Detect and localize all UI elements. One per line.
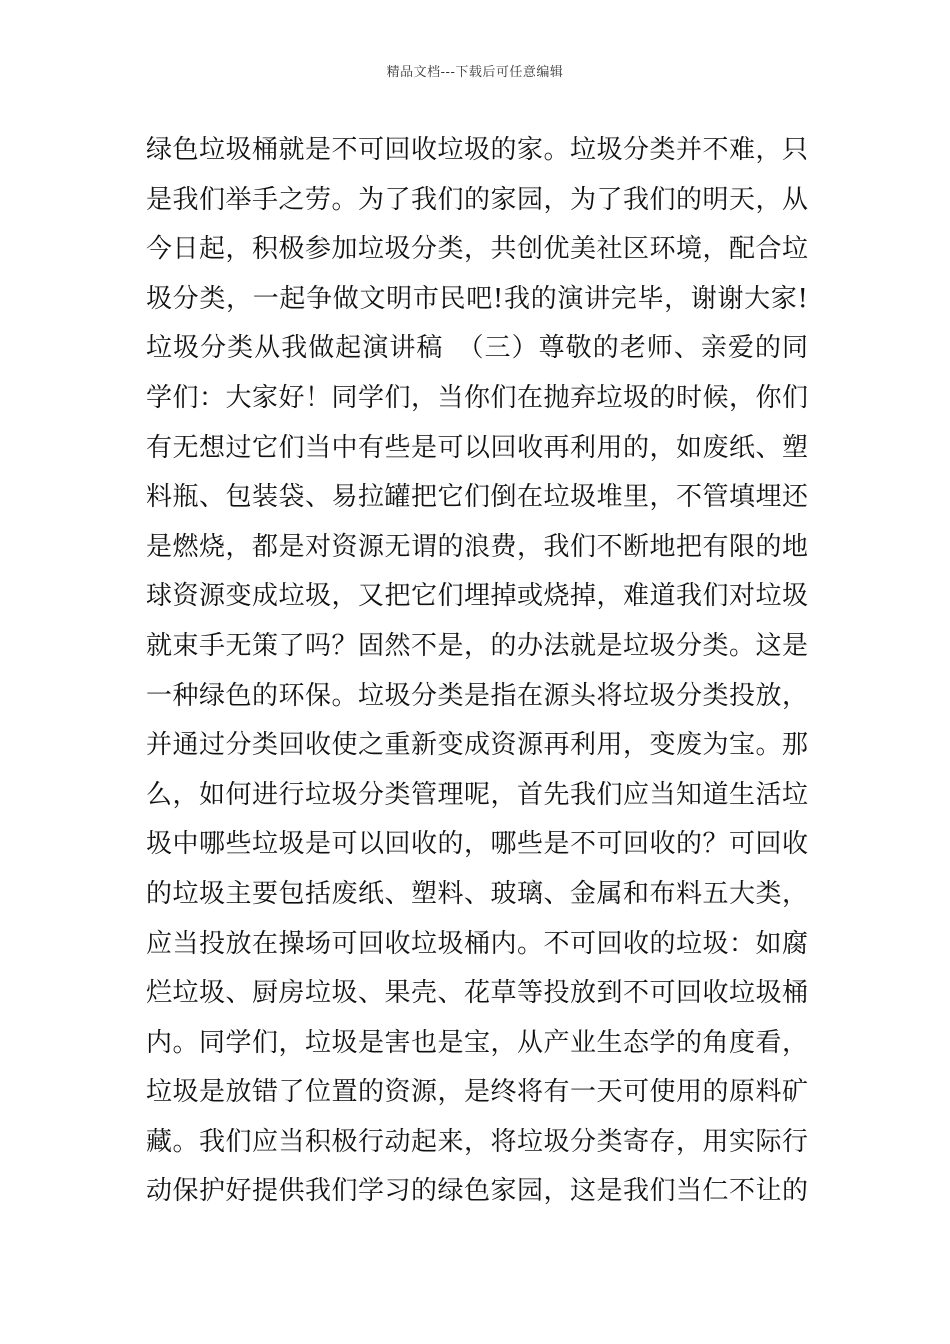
text-line: 绿色垃圾桶就是不可回收垃圾的家。垃圾分类并不难，只 xyxy=(146,135,808,165)
text-line: 并通过分类回收使之重新变成资源再利用，变废为宝。那 xyxy=(146,730,808,761)
text-line: 料瓶、包装袋、易拉罐把它们倒在垃圾堆里，不管填埋还 xyxy=(146,482,808,513)
text-line: 圾中哪些垃圾是可以回收的，哪些是不可回收的？可回收 xyxy=(146,829,808,860)
text-line: 是燃烧，都是对资源无谓的浪费，我们不断地把有限的地 xyxy=(146,531,808,562)
speech-body-text xyxy=(146,126,808,1217)
text-line: 应当投放在操场可回收垃圾桶内。不可回收的垃圾：如腐 xyxy=(146,928,808,959)
text-line: 今日起，积极参加垃圾分类，共创优美社区环境，配合垃 xyxy=(146,234,808,265)
text-line: 垃圾分类从我做起演讲稿 （三）尊敬的老师、亲爱的同 xyxy=(146,333,808,364)
text-line: 是我们举手之劳。为了我们的家园，为了我们的明天，从 xyxy=(146,184,808,215)
text-line: 的垃圾主要包括废纸、塑料、玻璃、金属和布料五大类， xyxy=(146,878,808,909)
text-line: 一种绿色的环保。垃圾分类是指在源头将垃圾分类投放， xyxy=(146,680,808,711)
text-line: 有无想过它们当中有些是可以回收再利用的，如废纸、塑 xyxy=(146,432,808,463)
text-line: 垃圾是放错了位置的资源，是终将有一天可使用的原料矿 xyxy=(146,1077,808,1108)
text-line: 球资源变成垃圾，又把它们埋掉或烧掉，难道我们对垃圾 xyxy=(146,581,808,612)
text-line: 烂垃圾、厨房垃圾、果壳、花草等投放到不可回收垃圾桶 xyxy=(146,978,808,1009)
text-line: 么，如何进行垃圾分类管理呢，首先我们应当知道生活垃 xyxy=(146,779,808,810)
text-line: 圾分类，一起争做文明市民吧!我的演讲完毕，谢谢大家! xyxy=(146,283,808,314)
text-line: 就束手无策了吗？固然不是，的办法就是垃圾分类。这是 xyxy=(146,630,808,661)
text-line: 藏。我们应当积极行动起来，将垃圾分类寄存，用实际行 xyxy=(146,1126,808,1157)
page-header: 精品文档---下载后可任意编辑 xyxy=(386,65,564,80)
text-line: 动保护好提供我们学习的绿色家园，这是我们当仁不让的 xyxy=(146,1176,808,1207)
text-line: 内。同学们，垃圾是害也是宝，从产业生态学的角度看， xyxy=(146,1027,808,1058)
text-line: 学们：大家好！同学们，当你们在抛弃垃圾的时候，你们 xyxy=(146,382,808,413)
